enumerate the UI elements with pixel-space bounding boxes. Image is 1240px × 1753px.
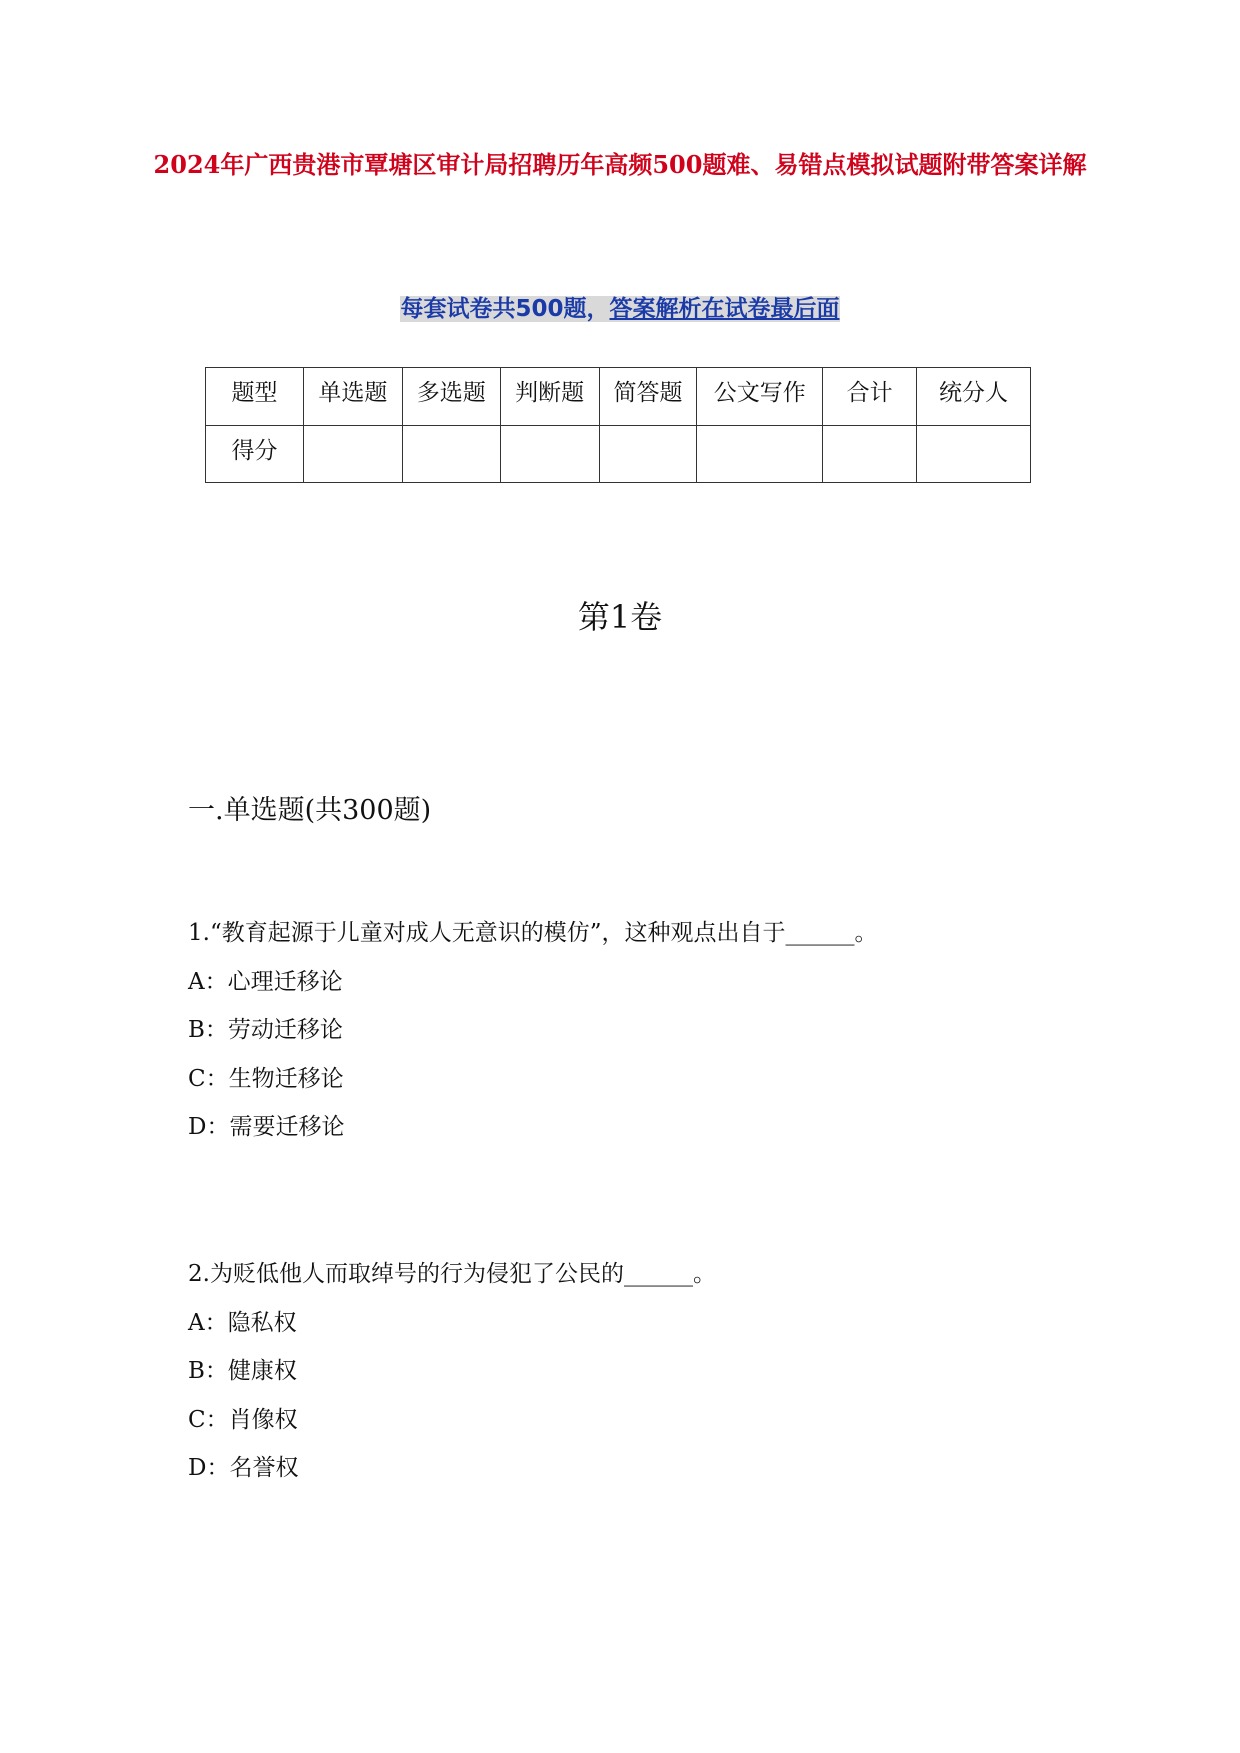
question-2-option-c: C：肖像权 (188, 1407, 298, 1433)
volume-heading: 第1卷 (577, 598, 663, 636)
question-2-option-b: B：健康权 (188, 1358, 297, 1384)
subtitle-text: 每套试卷共500题， (400, 296, 610, 322)
answer-location-link[interactable]: 答案解析在试卷最后面 (609, 296, 840, 322)
header-cell-scorer: 统分人 (917, 368, 1031, 426)
question-2-option-d: D：名誉权 (188, 1455, 299, 1481)
header-cell-judge: 判断题 (500, 368, 599, 426)
question-2-option-a: A：隐私权 (188, 1310, 297, 1336)
score-cell[interactable] (599, 425, 697, 483)
score-cell[interactable] (823, 425, 917, 483)
question-1-option-d: D：需要迁移论 (188, 1114, 345, 1140)
document-title: 2024年广西贵港市覃塘区审计局招聘历年高频500题难、易错点模拟试题附带答案详解 (153, 150, 1087, 179)
score-cell[interactable] (697, 425, 823, 483)
section-heading: 一.单选题(共300题) (188, 795, 432, 826)
question-2-stem: 2.为贬低他人而取绰号的行为侵犯了公民的______。 (188, 1261, 716, 1287)
question-1-option-b: B：劳动迁移论 (188, 1017, 343, 1043)
header-cell-single: 单选题 (303, 368, 402, 426)
header-cell-short: 简答题 (599, 368, 697, 426)
header-cell-type: 题型 (206, 368, 304, 426)
score-table (205, 367, 1031, 483)
score-table-score-row (206, 425, 1031, 483)
score-table-header-row (206, 368, 1031, 426)
score-cell[interactable] (402, 425, 500, 483)
header-cell-writing: 公文写作 (697, 368, 823, 426)
score-cell[interactable] (500, 425, 599, 483)
question-1-stem: 1.“教育起源于儿童对成人无意识的模仿”，这种观点出自于______。 (188, 920, 878, 946)
subtitle (0, 290, 1240, 323)
score-row-label: 得分 (206, 425, 304, 483)
score-cell[interactable] (303, 425, 402, 483)
header-cell-total: 合计 (823, 368, 917, 426)
score-cell[interactable] (917, 425, 1031, 483)
question-1-option-a: A：心理迁移论 (188, 969, 343, 995)
question-1-option-c: C：生物迁移论 (188, 1066, 344, 1092)
header-cell-multi: 多选题 (402, 368, 500, 426)
